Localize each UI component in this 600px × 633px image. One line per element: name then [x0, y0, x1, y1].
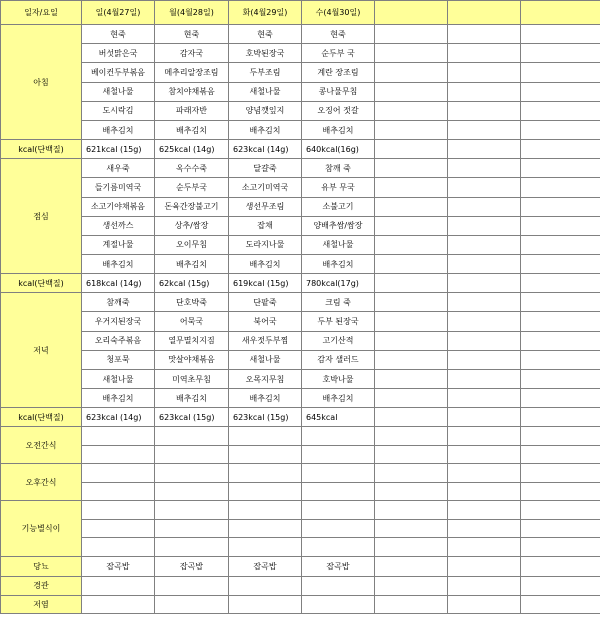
empty-cell — [375, 159, 448, 178]
dinner-dish-row — [1, 370, 600, 389]
kcal-value: 618kcal (14g) — [82, 274, 155, 293]
dish-cell: 새철나물 — [82, 370, 155, 389]
empty-cell — [375, 427, 448, 446]
dish-cell: 배추김치 — [155, 120, 229, 139]
dish-cell: 단호박죽 — [155, 293, 229, 312]
lunch-dish-row — [1, 178, 600, 197]
empty-cell — [448, 538, 521, 557]
empty-cell — [521, 350, 600, 369]
empty-cell — [521, 482, 600, 501]
empty-cell — [448, 312, 521, 331]
dish-cell: 두부조림 — [229, 63, 302, 82]
empty-header — [448, 1, 521, 25]
empty-cell — [302, 445, 375, 464]
kcal-value: 62kcal (15g) — [155, 274, 229, 293]
empty-cell — [375, 482, 448, 501]
morning-snack-row — [1, 427, 600, 446]
dish-cell: 현죽 — [155, 25, 229, 44]
kcal-value: 625kcal (14g) — [155, 140, 229, 159]
empty-cell — [448, 482, 521, 501]
breakfast-label: 아침 — [1, 25, 82, 140]
dinner-dish-row — [1, 331, 600, 350]
dish-cell: 참깨죽 — [82, 293, 155, 312]
day-header: 일(4월27일) — [82, 1, 155, 25]
empty-cell — [448, 427, 521, 446]
breakfast-dish-row — [1, 82, 600, 101]
dish-cell: 크림 죽 — [302, 293, 375, 312]
empty-cell — [375, 101, 448, 120]
empty-cell — [448, 44, 521, 63]
dish-cell: 청포묵 — [82, 350, 155, 369]
functional-diet-row — [1, 538, 600, 557]
dish-cell: 메추리알장조림 — [155, 63, 229, 82]
afternoon-snack-row — [1, 482, 600, 501]
empty-cell — [448, 595, 521, 613]
empty-cell — [521, 255, 600, 274]
empty-cell — [375, 178, 448, 197]
empty-cell — [448, 82, 521, 101]
date-day-header: 일자/요일 — [1, 1, 82, 25]
dish-cell: 배추김치 — [302, 389, 375, 408]
empty-cell — [155, 519, 229, 538]
empty-cell — [521, 519, 600, 538]
empty-cell — [375, 197, 448, 216]
empty-cell — [155, 445, 229, 464]
dish-cell: 새철나물 — [229, 82, 302, 101]
empty-cell — [448, 350, 521, 369]
dish-cell: 생선무조림 — [229, 197, 302, 216]
empty-cell — [375, 331, 448, 350]
afternoon-snack-row — [1, 464, 600, 483]
empty-cell — [521, 25, 600, 44]
dish-cell: 북어국 — [229, 312, 302, 331]
dish-cell: 배추김치 — [82, 389, 155, 408]
dish-cell: 버섯맑은국 — [82, 44, 155, 63]
dish-cell: 감자국 — [155, 44, 229, 63]
empty-cell — [448, 274, 521, 293]
empty-cell — [521, 370, 600, 389]
empty-cell — [155, 482, 229, 501]
empty-cell — [375, 274, 448, 293]
empty-cell — [521, 556, 600, 576]
breakfast-dish-row — [1, 63, 600, 82]
empty-cell — [521, 44, 600, 63]
dish-cell: 새철나물 — [82, 82, 155, 101]
lunch-dish-row — [1, 159, 600, 178]
empty-cell — [82, 519, 155, 538]
empty-cell — [448, 216, 521, 235]
empty-cell — [375, 595, 448, 613]
empty-cell — [82, 445, 155, 464]
dish-cell: 순두부 국 — [302, 44, 375, 63]
empty-cell — [521, 389, 600, 408]
empty-cell — [155, 501, 229, 520]
dish-cell: 도시락김 — [82, 101, 155, 120]
dish-cell: 양념깻잎지 — [229, 101, 302, 120]
empty-cell — [229, 464, 302, 483]
dish-cell: 옥수수죽 — [155, 159, 229, 178]
kcal-label: kcal(단백질) — [1, 140, 82, 159]
kcal-value: 623kcal (15g) — [229, 408, 302, 427]
header-row — [1, 1, 600, 25]
empty-cell — [302, 538, 375, 557]
empty-cell — [302, 482, 375, 501]
day-header: 수(4월30일) — [302, 1, 375, 25]
dish-cell: 새철나물 — [229, 350, 302, 369]
diabetes-value: 잡곡밥 — [302, 556, 375, 576]
empty-cell — [448, 519, 521, 538]
empty-cell — [229, 538, 302, 557]
dinner-label: 저녁 — [1, 293, 82, 408]
functional-diet-row — [1, 501, 600, 520]
empty-cell — [448, 576, 521, 595]
dish-cell: 콩나물무침 — [302, 82, 375, 101]
empty-cell — [521, 595, 600, 613]
dish-cell: 오리숙주볶음 — [82, 331, 155, 350]
dish-cell: 맛살야채볶음 — [155, 350, 229, 369]
empty-cell — [229, 482, 302, 501]
empty-cell — [229, 445, 302, 464]
empty-cell — [375, 370, 448, 389]
empty-cell — [375, 293, 448, 312]
empty-cell — [82, 501, 155, 520]
breakfast-dish-row — [1, 101, 600, 120]
empty-cell — [302, 576, 375, 595]
empty-cell — [375, 445, 448, 464]
dish-cell: 배추김치 — [302, 120, 375, 139]
empty-cell — [302, 501, 375, 520]
dish-cell: 오징어 젓갈 — [302, 101, 375, 120]
empty-cell — [302, 427, 375, 446]
lunch-label: 점심 — [1, 159, 82, 274]
empty-cell — [521, 197, 600, 216]
empty-cell — [448, 101, 521, 120]
empty-cell — [375, 255, 448, 274]
dish-cell: 새철나물 — [302, 235, 375, 254]
empty-cell — [521, 101, 600, 120]
dish-cell: 호박나물 — [302, 370, 375, 389]
empty-cell — [375, 556, 448, 576]
dish-cell: 참깨 죽 — [302, 159, 375, 178]
empty-cell — [375, 519, 448, 538]
afternoon-snack-label: 오후간식 — [1, 464, 82, 501]
lunch-dish-row — [1, 235, 600, 254]
dish-cell: 고기산적 — [302, 331, 375, 350]
kcal-value: 621kcal (15g) — [82, 140, 155, 159]
empty-cell — [302, 595, 375, 613]
empty-cell — [448, 293, 521, 312]
dish-cell: 생선까스 — [82, 216, 155, 235]
empty-cell — [448, 120, 521, 139]
empty-cell — [448, 501, 521, 520]
empty-cell — [448, 445, 521, 464]
dish-cell: 우거지된장국 — [82, 312, 155, 331]
empty-cell — [155, 464, 229, 483]
dish-cell: 계란 장조림 — [302, 63, 375, 82]
empty-cell — [448, 464, 521, 483]
dish-cell: 오목지무침 — [229, 370, 302, 389]
dish-cell: 베이컨두부볶음 — [82, 63, 155, 82]
dish-cell: 미역초무침 — [155, 370, 229, 389]
dish-cell: 배추김치 — [82, 120, 155, 139]
dish-cell: 오이무침 — [155, 235, 229, 254]
dish-cell: 어묵국 — [155, 312, 229, 331]
dinner-dish-row — [1, 312, 600, 331]
empty-cell — [448, 235, 521, 254]
empty-cell — [448, 556, 521, 576]
dish-cell: 순두부국 — [155, 178, 229, 197]
empty-cell — [448, 408, 521, 427]
empty-cell — [448, 331, 521, 350]
kcal-value: 640kcal(16g) — [302, 140, 375, 159]
empty-cell — [375, 312, 448, 331]
dish-cell: 상추/쌈장 — [155, 216, 229, 235]
diabetes-value: 잡곡밥 — [155, 556, 229, 576]
empty-header — [375, 1, 448, 25]
empty-cell — [521, 235, 600, 254]
empty-cell — [448, 140, 521, 159]
dish-cell: 단팥죽 — [229, 293, 302, 312]
dish-cell: 감자 샐러드 — [302, 350, 375, 369]
empty-cell — [521, 293, 600, 312]
empty-cell — [155, 538, 229, 557]
empty-cell — [448, 159, 521, 178]
empty-cell — [375, 216, 448, 235]
dinner-dish-row — [1, 350, 600, 369]
dish-cell: 두부 된장국 — [302, 312, 375, 331]
dish-cell: 양배추쌈/쌈장 — [302, 216, 375, 235]
kcal-value: 623kcal (15g) — [155, 408, 229, 427]
dish-cell: 열무멸치지짐 — [155, 331, 229, 350]
day-header: 화(4월29일) — [229, 1, 302, 25]
dish-cell: 소고기미역국 — [229, 178, 302, 197]
empty-cell — [155, 427, 229, 446]
dish-cell: 현죽 — [302, 25, 375, 44]
dish-cell: 배추김치 — [155, 389, 229, 408]
empty-cell — [521, 408, 600, 427]
breakfast-dish-row — [1, 44, 600, 63]
empty-cell — [521, 274, 600, 293]
empty-cell — [229, 576, 302, 595]
dish-cell: 배추김치 — [229, 389, 302, 408]
empty-cell — [82, 464, 155, 483]
empty-cell — [521, 312, 600, 331]
kcal-value: 780kcal(17g) — [302, 274, 375, 293]
empty-cell — [302, 519, 375, 538]
empty-cell — [521, 140, 600, 159]
dish-cell: 파래자반 — [155, 101, 229, 120]
dish-cell: 계절나물 — [82, 235, 155, 254]
empty-cell — [155, 595, 229, 613]
dish-cell: 배추김치 — [82, 255, 155, 274]
empty-cell — [375, 82, 448, 101]
tube-feeding-row — [1, 576, 600, 595]
empty-cell — [375, 140, 448, 159]
empty-cell — [521, 501, 600, 520]
empty-cell — [375, 501, 448, 520]
morning-snack-row — [1, 445, 600, 464]
empty-cell — [521, 63, 600, 82]
dish-cell: 배추김치 — [229, 255, 302, 274]
diabetes-value: 잡곡밥 — [229, 556, 302, 576]
dish-cell: 배추김치 — [229, 120, 302, 139]
empty-cell — [229, 427, 302, 446]
empty-cell — [521, 216, 600, 235]
empty-cell — [375, 408, 448, 427]
empty-cell — [448, 25, 521, 44]
empty-cell — [302, 464, 375, 483]
dish-cell: 현죽 — [229, 25, 302, 44]
empty-cell — [229, 519, 302, 538]
empty-cell — [448, 197, 521, 216]
empty-cell — [82, 576, 155, 595]
empty-cell — [448, 389, 521, 408]
functional-diet-row — [1, 519, 600, 538]
empty-cell — [448, 63, 521, 82]
diabetes-row — [1, 556, 600, 576]
breakfast-dish-row — [1, 120, 600, 139]
empty-cell — [375, 350, 448, 369]
dish-cell: 소고기야채볶음 — [82, 197, 155, 216]
empty-cell — [82, 427, 155, 446]
empty-cell — [375, 63, 448, 82]
dish-cell: 소불고기 — [302, 197, 375, 216]
kcal-value: 623kcal (14g) — [82, 408, 155, 427]
dish-cell: 돈육간장불고기 — [155, 197, 229, 216]
empty-cell — [521, 120, 600, 139]
empty-cell — [375, 44, 448, 63]
dish-cell: 새우젓두부찜 — [229, 331, 302, 350]
kcal-label: kcal(단백질) — [1, 408, 82, 427]
empty-header — [521, 1, 600, 25]
empty-cell — [375, 120, 448, 139]
empty-cell — [521, 159, 600, 178]
empty-cell — [448, 370, 521, 389]
empty-cell — [521, 331, 600, 350]
kcal-value: 619kcal (15g) — [229, 274, 302, 293]
diabetes-label: 당뇨 — [1, 556, 82, 576]
dish-cell: 잡채 — [229, 216, 302, 235]
empty-cell — [521, 576, 600, 595]
functional-diet-label: 기능별식이 — [1, 501, 82, 557]
dinner-dish-row — [1, 389, 600, 408]
empty-cell — [521, 464, 600, 483]
dish-cell: 참치야채볶음 — [155, 82, 229, 101]
empty-cell — [521, 538, 600, 557]
diabetes-value: 잡곡밥 — [82, 556, 155, 576]
empty-cell — [448, 178, 521, 197]
dinner-kcal-row — [1, 408, 600, 427]
empty-cell — [375, 389, 448, 408]
empty-cell — [521, 178, 600, 197]
empty-cell — [155, 576, 229, 595]
dinner-dish-row — [1, 293, 600, 312]
empty-cell — [375, 464, 448, 483]
dish-cell: 배추김치 — [155, 255, 229, 274]
lunch-dish-row — [1, 216, 600, 235]
empty-cell — [521, 82, 600, 101]
dish-cell: 들기름미역국 — [82, 178, 155, 197]
empty-cell — [521, 427, 600, 446]
empty-cell — [229, 501, 302, 520]
dish-cell: 새우죽 — [82, 159, 155, 178]
empty-cell — [82, 595, 155, 613]
empty-cell — [375, 538, 448, 557]
lunch-dish-row — [1, 197, 600, 216]
lunch-kcal-row — [1, 274, 600, 293]
dish-cell: 배추김치 — [302, 255, 375, 274]
dish-cell: 현죽 — [82, 25, 155, 44]
empty-cell — [375, 235, 448, 254]
breakfast-kcal-row — [1, 140, 600, 159]
dish-cell: 달걀죽 — [229, 159, 302, 178]
empty-cell — [229, 595, 302, 613]
kcal-value: 623kcal (14g) — [229, 140, 302, 159]
lunch-dish-row — [1, 255, 600, 274]
empty-cell — [448, 255, 521, 274]
empty-cell — [375, 576, 448, 595]
morning-snack-label: 오전간식 — [1, 427, 82, 464]
empty-cell — [375, 25, 448, 44]
kcal-label: kcal(단백질) — [1, 274, 82, 293]
low-salt-label: 저염 — [1, 595, 82, 613]
dish-cell: 호박된장국 — [229, 44, 302, 63]
empty-cell — [82, 482, 155, 501]
dish-cell: 도라지나물 — [229, 235, 302, 254]
kcal-value: 645kcal — [302, 408, 375, 427]
dish-cell: 유부 무국 — [302, 178, 375, 197]
tube-feeding-label: 경관 — [1, 576, 82, 595]
breakfast-dish-row — [1, 25, 600, 44]
empty-cell — [521, 445, 600, 464]
empty-cell — [82, 538, 155, 557]
day-header: 월(4월28일) — [155, 1, 229, 25]
low-salt-row — [1, 595, 600, 613]
